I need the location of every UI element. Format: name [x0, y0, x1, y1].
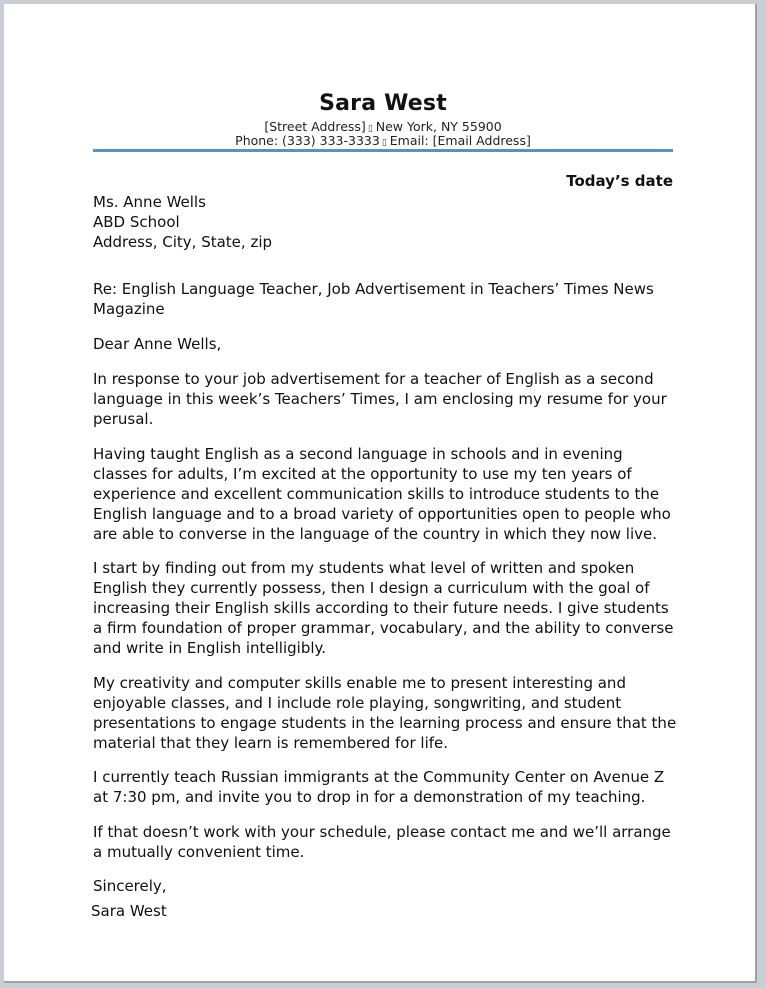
- text-line: enjoyable classes, and I include role playing, songwriting, and student: [93, 694, 622, 712]
- recipient-line: Address, City, State, zip: [93, 233, 273, 251]
- separator-glyph: ▯: [381, 138, 387, 148]
- text-line: I currently teach Russian immigrants at the Community Center on Avenue Z: [93, 768, 665, 786]
- paragraph-6: [93, 822, 683, 862]
- text-line: classes for adults, I’m excited at the opportunity to use my ten years of: [93, 465, 632, 483]
- text-line: presentations to engage students in the learning process and ensure that the: [93, 714, 677, 732]
- text-line: Sincerely,: [93, 877, 167, 895]
- text-line: I start by finding out from my students what level of written and spoken: [93, 559, 635, 577]
- text-line: In response to your job advertisement for a teacher of English as a second: [93, 370, 654, 388]
- text-line: a firm foundation of proper grammar, vocabulary, and the ability to converse: [93, 619, 674, 637]
- sender-name: Sara West: [319, 91, 447, 116]
- recipient-block: [93, 192, 683, 252]
- street-address: [Street Address]: [264, 119, 366, 134]
- paragraph-5: [93, 767, 683, 807]
- salutation: [93, 334, 683, 354]
- text-line: experience and excellent communication skills to introduce students to the: [93, 485, 660, 503]
- text-line: Having taught English as a second language in schools and in evening: [93, 445, 623, 463]
- recipient-line: ABD School: [93, 213, 180, 231]
- phone-email-line: [0, 133, 766, 148]
- text-line: language in this week’s Teachers’ Times, I am enclosing my resume for your: [93, 390, 667, 408]
- text-line: Re: English Language Teacher, Job Advertisement in Teachers’ Times News: [93, 280, 654, 298]
- text-line: a mutually convenient time.: [93, 843, 305, 861]
- paragraph-4: [93, 673, 683, 753]
- city-state-zip: New York, NY 55900: [375, 119, 502, 134]
- text-line: increasing their English skills according to their future needs. I give students: [93, 599, 669, 617]
- re-line: [93, 279, 683, 319]
- text-line: If that doesn’t work with your schedule, please contact me and we’ll arrange: [93, 823, 671, 841]
- closing: [93, 876, 683, 896]
- text-line: and write in English intelligibly.: [93, 639, 327, 657]
- paragraph-1: [93, 369, 683, 429]
- paragraph-2: [93, 444, 683, 544]
- address-line: [0, 119, 766, 134]
- text-line: English language and to a broad variety of opportunities open to people who: [93, 505, 671, 523]
- paragraph-3: [93, 558, 683, 658]
- text-line: material that they learn is remembered for life.: [93, 734, 449, 752]
- recipient-line: Ms. Anne Wells: [93, 193, 206, 211]
- text-line: My creativity and computer skills enable me to present interesting and: [93, 674, 626, 692]
- phone: Phone: (333) 333-3333: [235, 133, 380, 148]
- text-line: are able to converse in the language of the country in which they now live.: [93, 525, 658, 543]
- text-line: Magazine: [93, 300, 165, 318]
- header-rule: [93, 149, 673, 152]
- separator-glyph: ▯: [367, 124, 373, 134]
- text-line: perusal.: [93, 410, 154, 428]
- letter-date: Today’s date: [566, 172, 673, 190]
- text-line: at 7:30 pm, and invite you to drop in for a demonstration of my teaching.: [93, 788, 646, 806]
- text-line: Dear Anne Wells,: [93, 335, 222, 353]
- text-line: English they currently possess, then I design a curriculum with the goal of: [93, 579, 650, 597]
- email: Email: [Email Address]: [389, 133, 531, 148]
- signature-name: Sara West: [91, 902, 167, 920]
